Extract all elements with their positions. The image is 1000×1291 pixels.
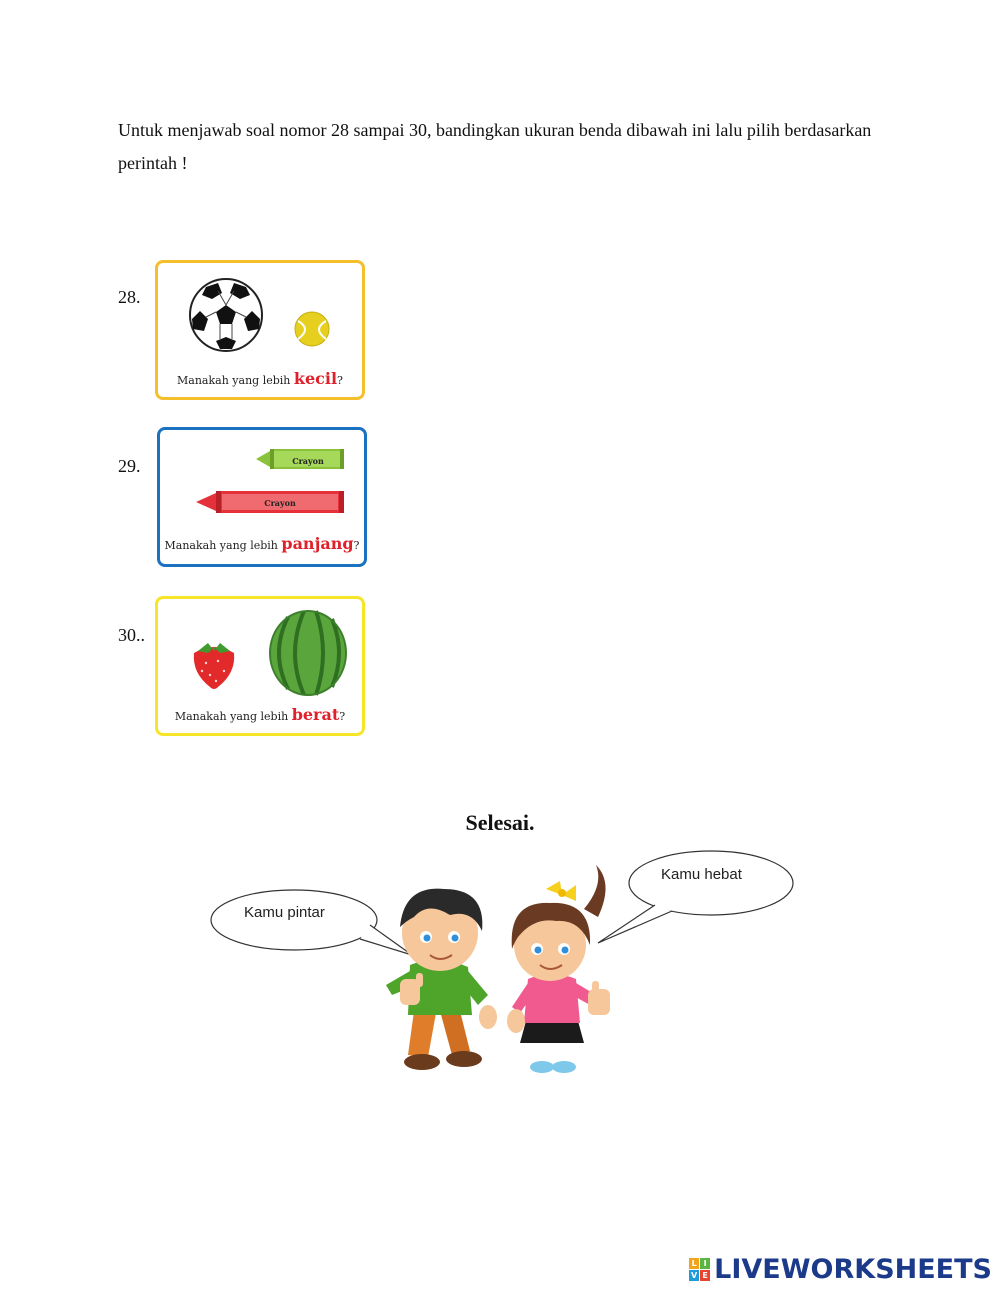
tennis-ball-icon: [295, 312, 329, 346]
girl-thumbs-up-icon: [507, 865, 610, 1073]
question-prompt: [158, 369, 362, 388]
question-card-30[interactable]: [155, 596, 365, 736]
question-number-29: 29.: [118, 456, 141, 476]
prompt-text: Manakah yang lebih: [177, 374, 294, 387]
question-card-28[interactable]: [155, 260, 365, 400]
speech-bubble-left: [211, 890, 412, 955]
question-card-29[interactable]: [157, 427, 367, 567]
question-prompt: [158, 705, 362, 724]
logo-text: LIVEWORKSHEETS: [714, 1254, 992, 1285]
boy-thumbs-up-icon: [386, 889, 497, 1070]
page-title: Selesai.: [465, 810, 535, 835]
prompt-suffix: ?: [353, 539, 360, 552]
prompt-text: Manakah yang lebih: [164, 539, 282, 552]
question-prompt: [160, 534, 364, 553]
prompt-text: Manakah yang lebih: [174, 710, 292, 723]
prompt-keyword: berat: [291, 705, 340, 724]
logo-mark-icon: L I V E: [689, 1258, 710, 1281]
speech-bubble-right: [598, 851, 793, 943]
speech-bubble-left-text: Kamu pintar: [244, 904, 325, 921]
question-number-30: 30..: [118, 625, 145, 645]
prompt-keyword: panjang: [281, 534, 354, 553]
liveworksheets-logo[interactable]: [689, 1254, 992, 1285]
green-crayon-label: Crayon: [292, 456, 324, 466]
strawberry-icon: [194, 643, 234, 689]
watermelon-icon: [270, 611, 346, 695]
prompt-suffix: ?: [337, 374, 343, 387]
speech-bubble-right-text: Kamu hebat: [661, 866, 742, 883]
question-number-28: 28.: [118, 287, 141, 307]
red-crayon-label: Crayon: [264, 498, 296, 508]
prompt-keyword: kecil: [293, 369, 338, 388]
intro-text: Untuk menjawab soal nomor 28 sampai 30, bandingkan ukuran benda dibawah ini lalu pilih berdasarkan perintah !: [118, 120, 872, 173]
soccer-ball-icon: [190, 279, 262, 351]
prompt-suffix: ?: [339, 710, 346, 723]
